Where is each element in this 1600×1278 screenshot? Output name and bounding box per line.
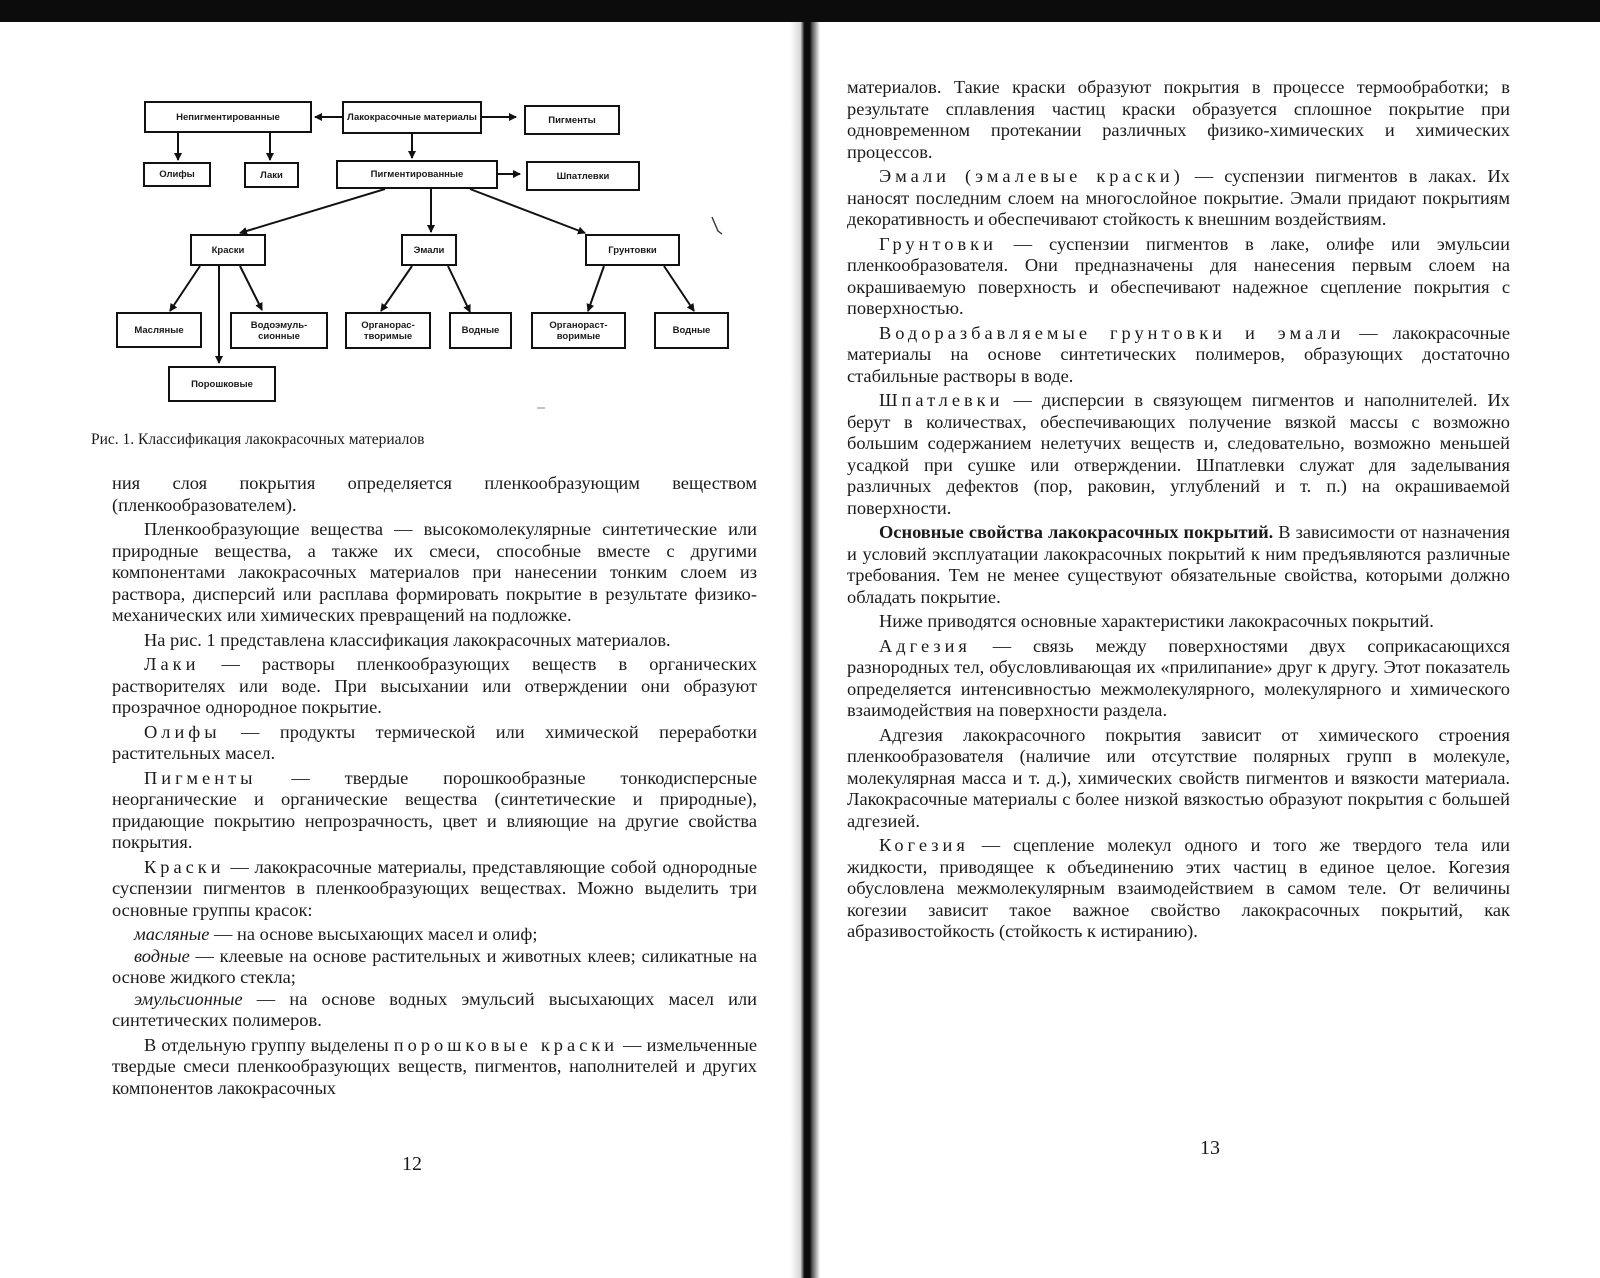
box-gruntovki: Грунтовки xyxy=(585,234,680,266)
paragraph: Пленкообразующие вещества — высокомолекулярные синтетические или природные вещества, а также их смеси, способные вместе с другими компонентами лакокрасочных материалов при нанесении тонким слоем из раствора, дисперсий или расплава формировать покрытие в результате физико-механических или химических превращений на подложке. xyxy=(112,519,757,625)
term: Адгезия xyxy=(879,635,971,656)
term: водные xyxy=(134,945,190,966)
definition: — на основе водных эмульсий высыхающих масел или синтетических полимеров. xyxy=(112,988,757,1030)
term: Водоразбавляемые грунтовки и эмали xyxy=(879,322,1345,343)
paragraph xyxy=(112,722,757,765)
section-heading: Основные свойства лакокрасочных покрытий. xyxy=(879,522,1274,542)
box-organorastvorimye-emali: Органорас-творимые xyxy=(345,312,431,349)
paragraph xyxy=(847,323,1510,388)
term: Грунтовки xyxy=(879,233,997,254)
term: Пигменты xyxy=(144,767,257,788)
list-item xyxy=(112,946,757,989)
paragraph: Ниже приводятся основные характеристики лакокрасочных покрытий. xyxy=(879,611,1434,631)
paragraph xyxy=(847,390,1510,519)
page-number: 12 xyxy=(402,1153,422,1175)
definition: — лакокрасочные материалы на основе синтетических полимеров, образующих достаточно стабильные растворы в воде. xyxy=(847,322,1510,386)
box-poroshkovye: Порошковые xyxy=(168,366,276,402)
paragraph xyxy=(112,768,757,854)
paragraph xyxy=(112,1035,757,1100)
definition: — твердые порошкообразные тонкодисперсные неорганические и органические вещества (синтетические и природные), придающие покрытию непрозрачность, цвет и влияющие на другие свойства покрытия. xyxy=(112,767,757,852)
term: масляные xyxy=(134,924,210,944)
figure-caption: Рис. 1. Классификация лакокрасочных материалов xyxy=(91,431,425,448)
definition: — на основе высыхающих масел и олиф; xyxy=(209,924,538,944)
box-vodnye-emali: Водные xyxy=(449,312,512,349)
box-maslyanye: Масляные xyxy=(116,312,202,348)
definition: — продукты термической или химической переработки растительных масел. xyxy=(112,721,757,763)
box-organorastvorimye-gruntovki: Органораст-воримые xyxy=(531,312,626,349)
box-laki: Лаки xyxy=(244,162,299,188)
term: Краски xyxy=(144,856,225,877)
diagram-connectors xyxy=(0,0,790,420)
paragraph xyxy=(112,857,757,922)
box-pigmenty: Пигменты xyxy=(524,105,620,135)
definition: — растворы пленкообразующих веществ в органических растворителях или воде. При высыхании или отверждении они образуют прозрачное однородное покрытие. xyxy=(112,654,757,717)
paragraph xyxy=(847,166,1510,231)
box-pigmentirovannye: Пигментированные xyxy=(336,160,498,189)
right-page-text xyxy=(847,77,1510,946)
paragraph: ния слоя покрытия определяется пленкообразующим веществом (пленкообразователем). xyxy=(112,473,757,515)
term: порошковые краски xyxy=(393,1034,619,1055)
list-item xyxy=(112,989,757,1032)
list-item xyxy=(112,924,757,946)
box-kraski: Краски xyxy=(190,234,266,266)
definition: — лакокрасочные материалы, представляющие собой однородные суспензии пигментов в пленкообразующих веществах. Можно выделить три основные группы красок: xyxy=(112,856,757,920)
box-emali: Эмали xyxy=(401,234,457,266)
definition: — связь между поверхностями двух соприкасающихся разнородных тел, обусловливающая их «прилипание» друг к другу. Этот показатель определяется интенсивностью межмолекулярного, молекулярного и химического взаимодействия на поверхности раздела. xyxy=(847,635,1510,720)
paragraph xyxy=(847,835,1510,943)
paragraph: Адгезия лакокрасочного покрытия зависит от химического строения пленкообразователя (наличие или отсутствие полярных групп в молекуле, молекулярная масса и т. д.), химических свойств пигментов и вязкости материала. Лакокрасочные материалы с более низкой вязкостью образуют покрытия с большей адгезией. xyxy=(847,724,1510,831)
text: В зависимости от назначения и условий эксплуатации лакокрасочных покрытий к ним предъявляются различные требования. Тем не менее существуют обязательные свойства, которыми должно обладать покрытие. xyxy=(847,522,1510,607)
box-nepigmentirovannye: Непигментированные xyxy=(144,101,312,133)
definition: — клеевые на основе растительных и животных клеев; силикатные на основе жидкого стекла; xyxy=(112,945,757,987)
box-shpatlevki: Шпатлевки xyxy=(526,161,640,191)
term: эмульсионные xyxy=(134,988,243,1009)
term: Лаки xyxy=(144,654,200,674)
left-page-text xyxy=(112,473,757,1102)
term: Шпатлевки xyxy=(879,390,1004,410)
box-olify: Олифы xyxy=(143,162,211,187)
paragraph: На рис. 1 представлена классификация лакокрасочных материалов. xyxy=(144,629,671,650)
classification-diagram xyxy=(0,0,790,420)
box-vodoemulsionnye: Водоэмуль-сионные xyxy=(230,312,328,349)
box-lakokrasochnye: Лакокрасочные материалы xyxy=(342,101,482,134)
box-vodnye-gruntovki: Водные xyxy=(654,312,729,349)
definition: — суспензии пигментов в лаках. Их наносят последним слоем на многослойное покрытие. Эмали придают покрытиям декоративность и обеспечивают стойкость к внешним воздействиям. xyxy=(847,166,1510,229)
definition: — сцепление молекул одного и того же твердого тела или жидкости, приводящее к объединению этих частиц в единое целое. Когезия обусловлена межмолекулярным взаимодействием в самом теле. От величины когезии зависит такое важное свойство лакокрасочных покрытий, как абразивостойкость (стойкость к истиранию). xyxy=(847,835,1510,941)
page-number: 13 xyxy=(1200,1137,1220,1159)
paragraph xyxy=(847,636,1510,722)
paragraph xyxy=(847,234,1510,320)
paragraph: материалов. Такие краски образуют покрытия в процессе термообработки; в результате сплавления частиц краски образуется сплошное покрытие при одновременном протекании различных физико-химических и химических процессов. xyxy=(847,77,1510,162)
paragraph xyxy=(847,522,1510,608)
paragraph xyxy=(112,654,757,719)
book-spine xyxy=(790,22,820,1278)
text: В отдельную группу выделены xyxy=(144,1034,394,1055)
term: Когезия xyxy=(879,835,969,855)
definition: — суспензии пигментов в лаке, олифе или эмульсии пленкообразователя. Они предназначены для нанесения первым слоем на окрашиваемую поверхность и обеспечивают надежное сцепление покрытия с поверхностью. xyxy=(847,233,1510,318)
term: Олифы xyxy=(144,721,221,742)
definition: — дисперсии в связующем пигментов и наполнителей. Их берут в количествах, обеспечивающих получение вязкой массы с возможно большим содержанием нелетучих веществ и, следовательно, возможно меньшей усадкой при сушке или отверждении. Шпатлевки служат для заделывания различных дефектов (пор, раковин, углублений и т. п.) на окрашиваемой поверхности. xyxy=(847,390,1510,518)
definition: — измельченные твердые смеси пленкообразующих веществ, пигментов, наполнителей и других компонентов лакокрасочных xyxy=(112,1034,757,1098)
term: Эмали (эмалевые краски) xyxy=(879,166,1184,186)
